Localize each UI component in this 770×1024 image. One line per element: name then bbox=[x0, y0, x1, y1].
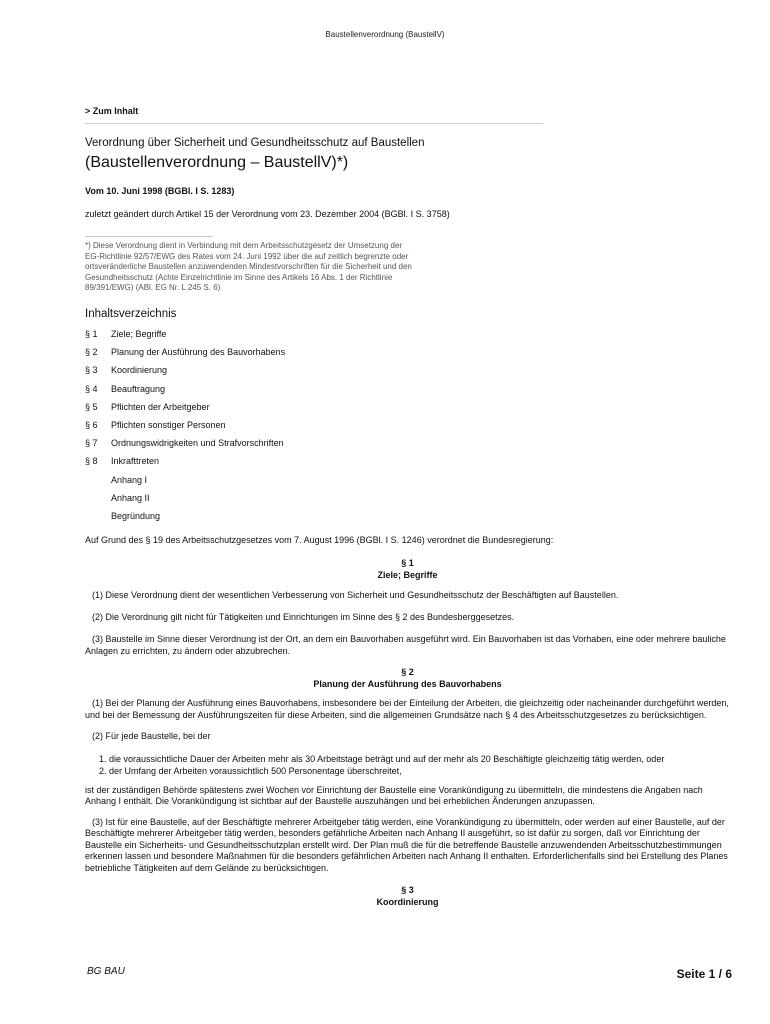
list-item: 1. die voraussichtliche Dauer der Arbeiten mehr als 30 Arbeitstage beträgt und auf der mehr als 20 Beschäftigte gleichzeitig tätig werden, oder bbox=[109, 753, 730, 766]
toc-label[interactable]: Ordnungswidrigkeiten und Strafvorschriften bbox=[111, 438, 284, 449]
toc-label[interactable]: Begründung bbox=[111, 510, 161, 521]
toc-num: § 7 bbox=[85, 438, 98, 449]
section-2-conditions-list bbox=[85, 753, 730, 778]
toc-item-3[interactable] bbox=[85, 361, 730, 379]
list-item: 2. der Umfang der Arbeiten voraussichtlich 500 Personentage überschreitet, bbox=[109, 765, 730, 778]
toc-num: § 5 bbox=[85, 401, 98, 412]
toc-item-6[interactable] bbox=[85, 416, 730, 434]
section-number: § 2 bbox=[401, 667, 414, 678]
toc-label[interactable]: Pflichten der Arbeitgeber bbox=[111, 401, 210, 412]
toc-item-4[interactable] bbox=[85, 380, 730, 398]
section-title: Ziele; Begriffe bbox=[377, 570, 438, 581]
toc-label[interactable]: Pflichten sonstiger Personen bbox=[111, 420, 226, 430]
footnote-divider bbox=[85, 236, 213, 237]
section-3-heading bbox=[85, 884, 730, 908]
toc-item-begruendung[interactable] bbox=[85, 507, 730, 525]
table-of-contents bbox=[85, 325, 730, 525]
toc-item-anhang-1[interactable] bbox=[85, 470, 730, 488]
preamble: Auf Grund des § 19 des Arbeitsschutzgesetzes vom 7. August 1996 (BGBl. I S. 1246) verordnet die Bundesregierung: bbox=[85, 535, 554, 546]
toc-num: § 6 bbox=[85, 420, 98, 430]
footer-publisher: BG BAU bbox=[87, 966, 125, 977]
toc-label[interactable]: Planung der Ausführung des Bauvorhabens bbox=[111, 347, 286, 358]
regulation-short-title: (Baustellenverordnung – BaustellV)*) bbox=[85, 154, 349, 171]
section-1-para-1: (1) Diese Verordnung dient der wesentlichen Verbesserung von Sicherheit und Gesundheitsschutz der Beschäftigten auf Baustellen. bbox=[92, 590, 619, 601]
toc-label[interactable]: Koordinierung bbox=[111, 365, 168, 376]
toc-item-5[interactable] bbox=[85, 398, 730, 416]
footer-page-number: Seite 1 / 6 bbox=[676, 967, 732, 981]
toc-label[interactable]: Anhang I bbox=[111, 474, 148, 485]
section-number: § 3 bbox=[401, 885, 414, 896]
section-2-para-2: (2) Für jede Baustelle, bei der bbox=[92, 731, 211, 742]
section-2-heading bbox=[85, 666, 730, 690]
back-to-content-link[interactable]: > Zum Inhalt bbox=[85, 106, 139, 116]
section-number: § 1 bbox=[401, 558, 414, 569]
toc-label[interactable]: Inkrafttreten bbox=[111, 456, 160, 467]
date-line: Vom 10. Juni 1998 (BGBl. I S. 1283) bbox=[85, 186, 235, 196]
toc-label[interactable]: Ziele; Begriffe bbox=[111, 329, 167, 340]
section-title: Planung der Ausführung des Bauvorhabens bbox=[313, 679, 502, 690]
toc-num: § 8 bbox=[85, 456, 98, 467]
section-1-para-2: (2) Die Verordnung gilt nicht für Tätigkeiten und Einrichtungen im Sinne des § 2 des Bundesberggesetzes. bbox=[92, 611, 515, 622]
document-body bbox=[85, 106, 730, 908]
toc-item-8[interactable] bbox=[85, 452, 730, 470]
toc-num: § 3 bbox=[85, 365, 98, 376]
section-2-para-2-continued: ist der zuständigen Behörde spätestens zwei Wochen vor Einrichtung der Baustelle eine Vorankündigung zu übermitteln, die mindestens die Angaben nach Anhang I enthält. Die Vorankündigung ist sichtbar auf der Baustelle auszuhängen und bei erheblichen Änderungen anzupassen. bbox=[85, 784, 703, 807]
regulation-title: Verordnung über Sicherheit und Gesundheitsschutz auf Baustellen bbox=[85, 137, 425, 149]
divider bbox=[85, 123, 543, 124]
toc-title: Inhaltsverzeichnis bbox=[85, 307, 177, 320]
running-header: Baustellenverordnung (BaustellV) bbox=[325, 30, 445, 39]
toc-item-7[interactable] bbox=[85, 434, 730, 452]
toc-num: § 4 bbox=[85, 383, 98, 394]
toc-label[interactable]: Beauftragung bbox=[111, 383, 166, 394]
section-title: Koordinierung bbox=[376, 897, 439, 908]
toc-item-2[interactable] bbox=[85, 343, 730, 361]
toc-num: § 1 bbox=[85, 329, 98, 340]
amendment-line: zuletzt geändert durch Artikel 15 der Verordnung vom 23. Dezember 2004 (BGBl. I S. 3758) bbox=[85, 209, 450, 219]
toc-label[interactable]: Anhang II bbox=[111, 492, 150, 503]
section-2-para-3: (3) Ist für eine Baustelle, auf der Beschäftigte mehrerer Arbeitgeber tätig werden, eine Vorankündigung zu übermitteln, oder werden auf einer Baustelle, auf der Beschäftigte mehrerer Arbeitgeber tätig werden, besonders gefährliche Arbeiten nach Anhang II ausgeführt, so ist dafür zu sorgen, daß vor Einrichtung der Baustelle ein Sicherheits- und Gesundheitsschutzplan erstellt wird. Der Plan muß die für die betreffende Baustelle anzuwendenden Arbeitsschutzbestimmungen erkennen lassen und besondere Maßnahmen für die besonders gefährlichen Arbeiten nach Anhang II enthalten. Erforderlichenfalls sind bei Erstellung des Planes betriebliche Tätigkeiten auf dem Gelände zu berücksichtigen. bbox=[85, 816, 728, 873]
toc-item-anhang-2[interactable] bbox=[85, 489, 730, 507]
toc-num: § 2 bbox=[85, 347, 98, 358]
footnote: *) Diese Verordnung dient in Verbindung mit dem Arbeitsschutzgesetz der Umsetzung der EG-Richtlinie 92/57/EWG des Rates vom 24. Juni 1992 über die auf zeitlich begrenzte oder ortsveränderliche Baustellen anzuwendenden Mindestvorschriften für die Sicherheit und den Gesundheitsschutz (Achte Einzelrichtlinie im Sinne des Artikels 16 Abs. 1 der Richtlinie 89/391/EWG) (ABl. EG Nr. L 245 S. 6) bbox=[85, 241, 412, 293]
toc-item-1[interactable] bbox=[85, 325, 730, 343]
section-1-heading bbox=[85, 557, 730, 581]
section-1-para-3: (3) Baustelle im Sinne dieser Verordnung ist der Ort, an dem ein Bauvorhaben ausgeführt wird. Ein Bauvorhaben ist das Vorhaben, eine oder mehrere bauliche Anlagen zu errichten, zu ändern oder abzubrechen. bbox=[85, 634, 726, 656]
section-2-para-1: (1) Bei der Planung der Ausführung eines Bauvorhabens, insbesondere bei der Einteilung der Arbeiten, die gleichzeitig oder nacheinander durchgeführt werden, und bei der Bemessung der Ausführungszeiten für diese Arbeiten, sind die allgemeinen Grundsätze nach § 4 des Arbeitsschutzgesetzes zu berücksichtigen. bbox=[85, 698, 729, 720]
